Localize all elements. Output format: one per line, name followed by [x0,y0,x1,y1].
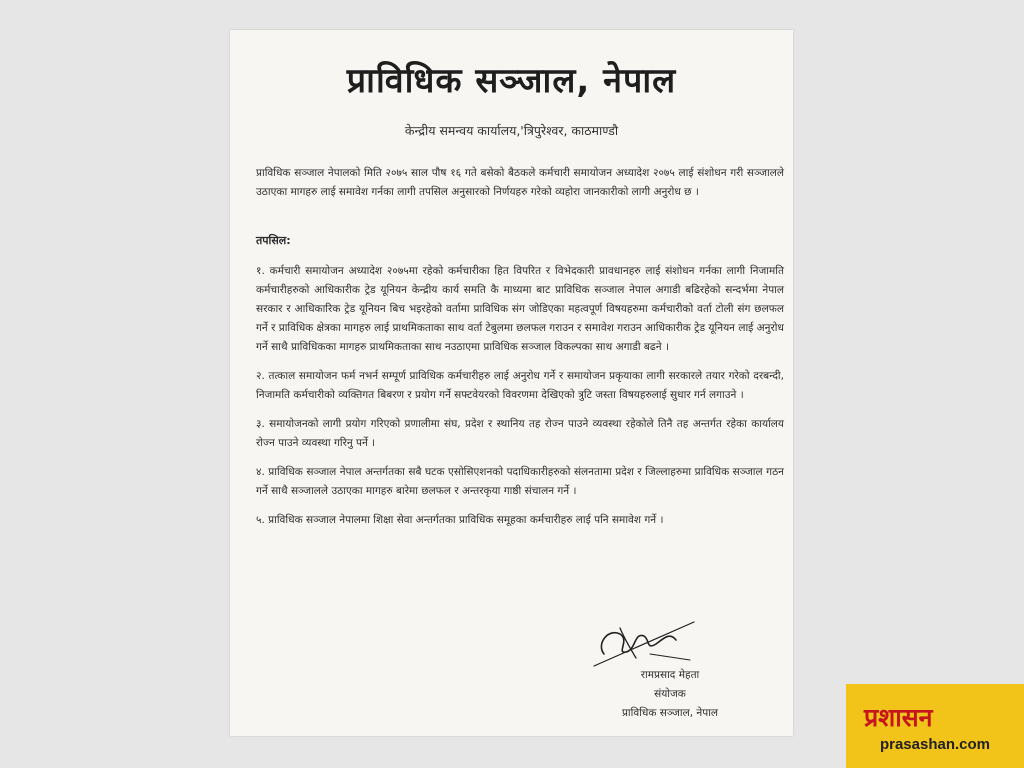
decision-item-5: ५. प्राविधिक सञ्जाल नेपालमा शिक्षा सेवा अन्तर्गतका प्राविधिक समूहका कर्मचारीहरु लाई पनि समावेश गर्ने । [256,514,664,526]
signatory-organization: प्राविधिक सञ्जाल, नेपाल [621,707,719,719]
decision-item-4: ४. प्राविधिक सञ्जाल नेपाल अन्तर्गतका सबै घटक एसोसिएशनको पदाधिकारीहरुको संलनतामा प्रदेश र जिल्लाहरुमा प्राविधिक सञ्जाल गठन गर्ने साथै सञ्जालले उठाएका मागहरु बारेमा छलफल र अन्तरकृया गाष्ठी संचालन गर्ने । [256,466,784,497]
details-heading: तपसिल: [256,234,291,247]
decision-item-1: १. कर्मचारी समायोजन अध्यादेश २०७५मा रहेको कर्मचारीका हित विपरित र विभेदकारी प्रावधानहरु लाई संशोधन गर्नका लागी निजामति कर्मचारीहरुको आधिकारीक ट्रेड यूनियन केन्द्रीय कार्य समति कै माध्यमा बाट प्राविधिक सञ्जाल नेपाल अगाडी बढिरहेको सन्दर्भमा नेपाल सरकार र आधिकारिक ट्रेड यूनियन बिच भइरहेको वर्तामा प्राविधिक संग जोडिएका महत्वपूर्ण विषयहरुमा कर्मचारीको वर्ता टोली संग छलफल गर्ने र प्राविधिक क्षेत्रका मागहरु लाई प्राथमिकताका साथ वर्ता टेबुलमा छलफल गराउन र समावेश गराउन आधिकारीक ट्रेड यूनियन लाई अनुरोध गर्ने साथै प्राविधिकका मागहरु प्राथमिकताका साथ नउठाएमा प्राविधिक सञ्जाल विकल्पका साथ अगाडी बढने । [256,265,784,353]
logo-brand-text: प्रशासन [864,703,933,732]
prasashan-logo [846,684,1024,768]
signatory-role: संयोजक [654,688,686,700]
logo-url-text: prasashan.com [879,736,991,753]
letter-page [230,30,793,736]
decision-list [256,262,784,540]
decision-item-2: २. तत्काल समायोजन फर्म नभर्न सम्पूर्ण प्राविधिक कर्मचारीहरु लाई अनुरोध गर्ने र समायोजन प्रकृयाका लागी सरकारले तयार गरेको दरबन्दी, निजामति कर्मचारीको व्यक्तिगत बिबरण र प्रयोग गर्ने सफ्टवेयरको विवरणमा देखिएको त्रुटि जस्ता विषयहरुलाई सुधार गर्न लगाउने । [256,370,784,401]
intro-paragraph: प्राविधिक सञ्जाल नेपालको मिति २०७५ साल पौष १६ गते बसेको बैठकले कर्मचारी समायोजन अध्यादेश २०७५ लाई संशोधन गरी सञ्जालले उठाएका मागहरु लाई समावेश गर्नका लागी तपसिल अनुसारको निर्णयहरु गरेको व्यहोरा जानकारीको लागी अनुरोध छ । [256,167,784,198]
letterhead-address: केन्द्रीय समन्वय कार्यालय,'त्रिपुरेश्वर, काठमाण्डौ [404,123,619,138]
signature-block [590,666,750,723]
decision-item-3: ३. समायोजनको लागी प्रयोग गरिएको प्रणालीमा संघ, प्रदेश र स्थानिय तह रोज्न पाउने व्यवस्था रहेकोले तिनै तह अन्तर्गत रहेका कार्यालय रोज्न पाउने व्यवस्था गरिनु पर्ने । [256,418,784,449]
letterhead-title: प्राविधिक सञ्जाल, नेपाल [346,61,677,101]
signatory-name: रामप्रसाद मेहता [640,669,700,681]
handwritten-signature [590,614,700,670]
